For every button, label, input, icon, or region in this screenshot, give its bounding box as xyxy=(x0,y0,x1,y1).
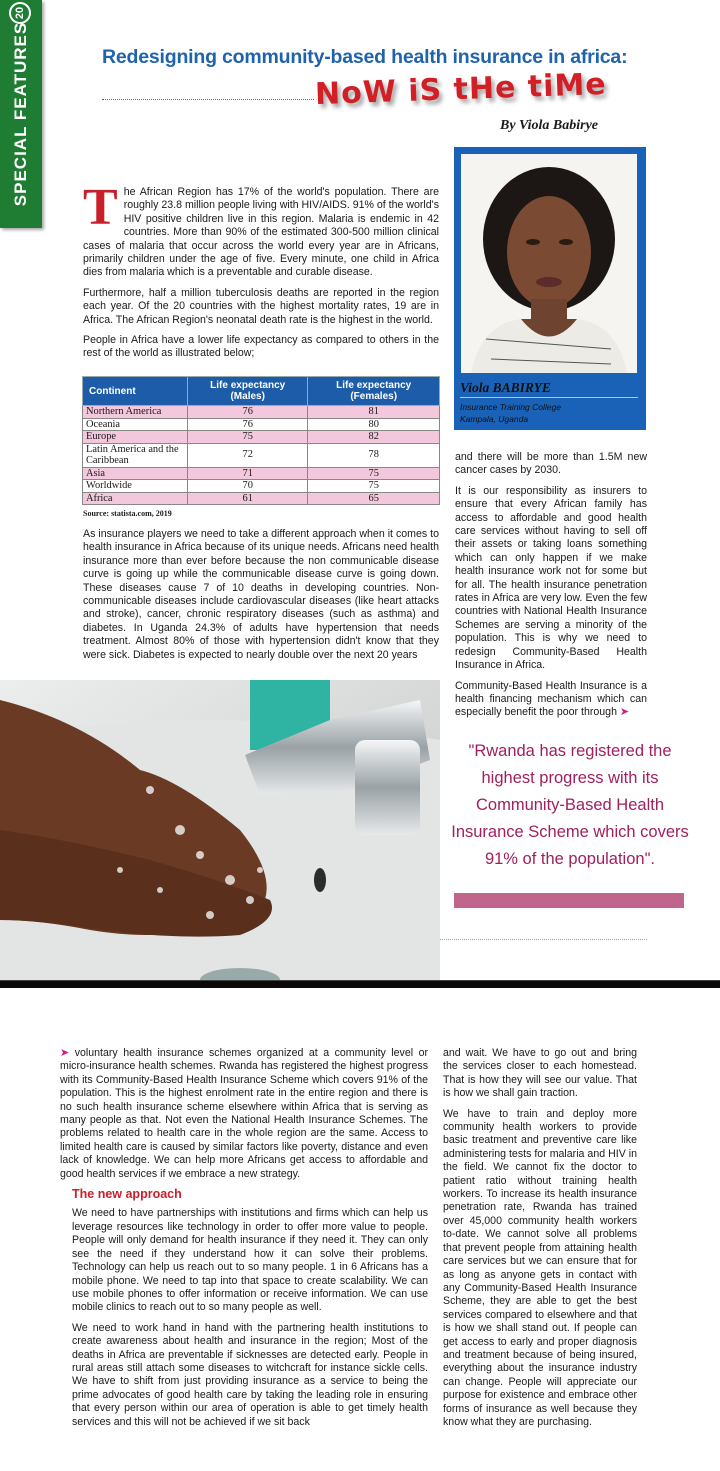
table-source: Source: statista.com, 2019 xyxy=(83,509,172,518)
article-accent-title: NoW iS tHe tiMe xyxy=(314,66,608,113)
cell-males: 61 xyxy=(188,492,308,505)
body-paragraph: Community-Based Health Insurance is a health financing mechanism which can especially benefit the poor through ➤ xyxy=(455,679,647,719)
body-text-bottom-right xyxy=(443,1047,637,1436)
body-paragraph: As insurance players we need to take a different approach when it comes to health insurance in Africa because of its unique needs. Africans need health insurance more than ever before because the non communicable disease curve is going up while the communicable disease curve is going down. These diseases cause 7 of 10 deaths in developing countries. Non-communicable diseases include cardiovascular diseases (like heart attacks and stroke), cancer, chronic respiratory diseases (such as asthma) and diabetes. In Uganda 24.3% of adults have hypertension that needs treatment. Almost 80% of those with hypertension didn't know that they were sick. Diabetes is expected to nearly double over the next 20 years xyxy=(83,528,439,661)
section-heading: The new approach xyxy=(72,1187,182,1202)
author-name-box xyxy=(460,380,551,396)
cell-females: 82 xyxy=(308,431,440,444)
table-row xyxy=(83,467,440,480)
table-row xyxy=(83,406,440,419)
cell-continent: Northern America xyxy=(83,406,188,419)
column-header: Life expectancy (Females) xyxy=(308,377,440,406)
section-tab xyxy=(0,0,42,228)
byline: By Viola Babirye xyxy=(500,118,598,133)
cell-females: 80 xyxy=(308,418,440,431)
body-paragraph: We have to train and deploy more community health workers to provide basic treatment and preventive care like administering tests for malaria and HIV in the field. We cannot fix the doctor to patient ratio without training health workers. To increase its health insurance penetration rate, Rwanda has trained over 45,000 community health workers to-date. We cannot solve all problems that prevent people from attaining health care services but we can ensure that for as long as anyone gets in contact with any Community-Based Health Insurance Scheme, they are able to get the best services compared to elsewhere and that is how we shall stand out. If people can get access to early and proper diagnosis and treatment because of being insured, everything about the insurance industry can change. People will appreciate our purpose for existence and embrace other forms of insurance as well because they know what they are purchasing. xyxy=(443,1107,637,1428)
column-header: Life expectancy (Males) xyxy=(188,377,308,406)
continue-arrow-icon: ➤ xyxy=(619,706,630,719)
intro-text xyxy=(83,179,439,368)
body-paragraph: We need to work hand in hand with the partnering health institutions to create awareness about health and insurance in the region; Most of the deaths in Africa are preventable if sicknesses are detected early. People in rural areas still attach some diseases to witchcraft for instance sickle cells. We have to shift from just providing insurance as a service to being the prime advocates of good health care by taking the leading role in ensuring that every person within our area of operation is able to get timely health services and this will not be achieved if we sit back xyxy=(72,1321,428,1428)
body-paragraph: ➤ voluntary health insurance schemes organized at a community level or micro-insurance health schemes. Rwanda has registered the highest progress with its Community-Based Health Insurance Scheme which covers 91% of the population. This is the highest enrolment rate in the entire region and there is no such health insurance scheme elsewhere within Africa that is serving as many people as that. Not even the National Health Insurance Schemes. The problems related to health care in the whole region are the same. Access to limited health care is caused by similar factors like poverty, distance and even lack of knowledge. We can help more Africans get access to affordable and good health services if we embrace a new strategy. xyxy=(60,1047,428,1180)
body-paragraph: and there will be more than 1.5M new cancer cases by 2030. xyxy=(455,451,647,477)
cell-continent: Worldwide xyxy=(83,480,188,493)
author-photo xyxy=(461,154,637,373)
column-header: Continent xyxy=(83,377,188,406)
body-paragraph: It is our responsibility as insurers to ensure that every African family has access to affordable and good health care services without having to sell off their assets or taking loans something which can only happen if we make health insurance work not for some but for all. The health insurance penetration rates in Africa are very low. Even the few countries with National Health Insurance Schemes are serving a minority of the population. This is why we need to redesign Community-Based Health Insurance in Africa. xyxy=(455,484,647,672)
body-text-bottom-left xyxy=(60,1047,428,1436)
table-header-row xyxy=(83,377,440,406)
cell-females: 75 xyxy=(308,467,440,480)
cell-females: 65 xyxy=(308,492,440,505)
section-label: SPECIAL FEATURES xyxy=(11,21,30,207)
intro-paragraph: People in Africa have a lower life expectancy as compared to others in the rest of the world as illustrated below; xyxy=(83,334,439,360)
cell-males: 76 xyxy=(188,406,308,419)
dotted-rule xyxy=(440,939,647,940)
cell-females: 75 xyxy=(308,480,440,493)
cell-males: 71 xyxy=(188,467,308,480)
page-number: 20 xyxy=(9,2,31,24)
body-paragraph: We need to have partnerships with institutions and firms which can help us leverage resources like technology in order to offer more value to people. People will only demand for health insurance if they need it. They can only see the need if they understand how it can solve their problems. Technology can help us reach out to so many people. 1 in 6 Africans has a mobile phone. We need to tap into that space to create scalability. We can use mobile phones to offer information or receive information. We can use mobile clinics to reach out to so many people as well. xyxy=(72,1207,428,1314)
table-row xyxy=(83,418,440,431)
cell-males: 76 xyxy=(188,418,308,431)
body-text-right xyxy=(455,451,647,727)
table-row xyxy=(83,431,440,444)
body-text-left xyxy=(83,528,439,669)
drop-cap: T xyxy=(83,179,118,236)
cell-continent: Africa xyxy=(83,492,188,505)
title-dotted-rule xyxy=(102,99,314,100)
article-title: Redesigning community-based health insurance in africa: xyxy=(102,46,628,68)
table-row xyxy=(83,443,440,467)
cell-males: 70 xyxy=(188,480,308,493)
cell-continent: Oceania xyxy=(83,418,188,431)
intro-paragraph: The African Region has 17% of the world's population. There are roughly 23.8 million people living with HIV/AIDS. 91% of the world's HIV positive children live in this region. Malaria is endemic in 42 countries. More than 90% of the estimated 300-500 million clinical cases of malaria that occur across the world every year are in Africans, primarily children under the age of five. Every minute, one child in Africa dies from malaria which is a preventable and curable disease. xyxy=(83,179,439,279)
handwashing-photo xyxy=(0,680,440,980)
intro-paragraph: Furthermore, half a million tuberculosis deaths are reported in the region each year. Of the 20 countries with the highest mortality rates, 19 are in Africa. The African Region's neonatal death rate is the highest in the world. xyxy=(83,286,439,326)
page-divider xyxy=(0,980,720,988)
body-paragraph: and wait. We have to go out and bring the services closer to each homestead. That is how they will see our value. That is how we shall gain traction. xyxy=(443,1047,637,1100)
cell-females: 78 xyxy=(308,443,440,467)
continued-arrow-icon: ➤ xyxy=(60,1047,70,1059)
table-row xyxy=(83,492,440,505)
cell-males: 75 xyxy=(188,431,308,444)
author-divider xyxy=(460,397,638,398)
cell-continent: Europe xyxy=(83,431,188,444)
pull-quote-bar xyxy=(454,893,684,908)
table-row xyxy=(83,480,440,493)
cell-females: 81 xyxy=(308,406,440,419)
cell-continent: Asia xyxy=(83,467,188,480)
author-box xyxy=(454,147,646,430)
life-expectancy-table xyxy=(82,376,440,505)
cell-males: 72 xyxy=(188,443,308,467)
pull-quote: "Rwanda has registered the highest progress with its Community-Based Health Insurance Scheme which covers 91% of the population". xyxy=(451,742,689,868)
author-affiliation: Insurance Training College Kampala, Uganda xyxy=(460,402,561,424)
author-name: Viola BABIRYE xyxy=(460,380,551,395)
cell-continent: Latin America and the Caribbean xyxy=(83,443,188,467)
